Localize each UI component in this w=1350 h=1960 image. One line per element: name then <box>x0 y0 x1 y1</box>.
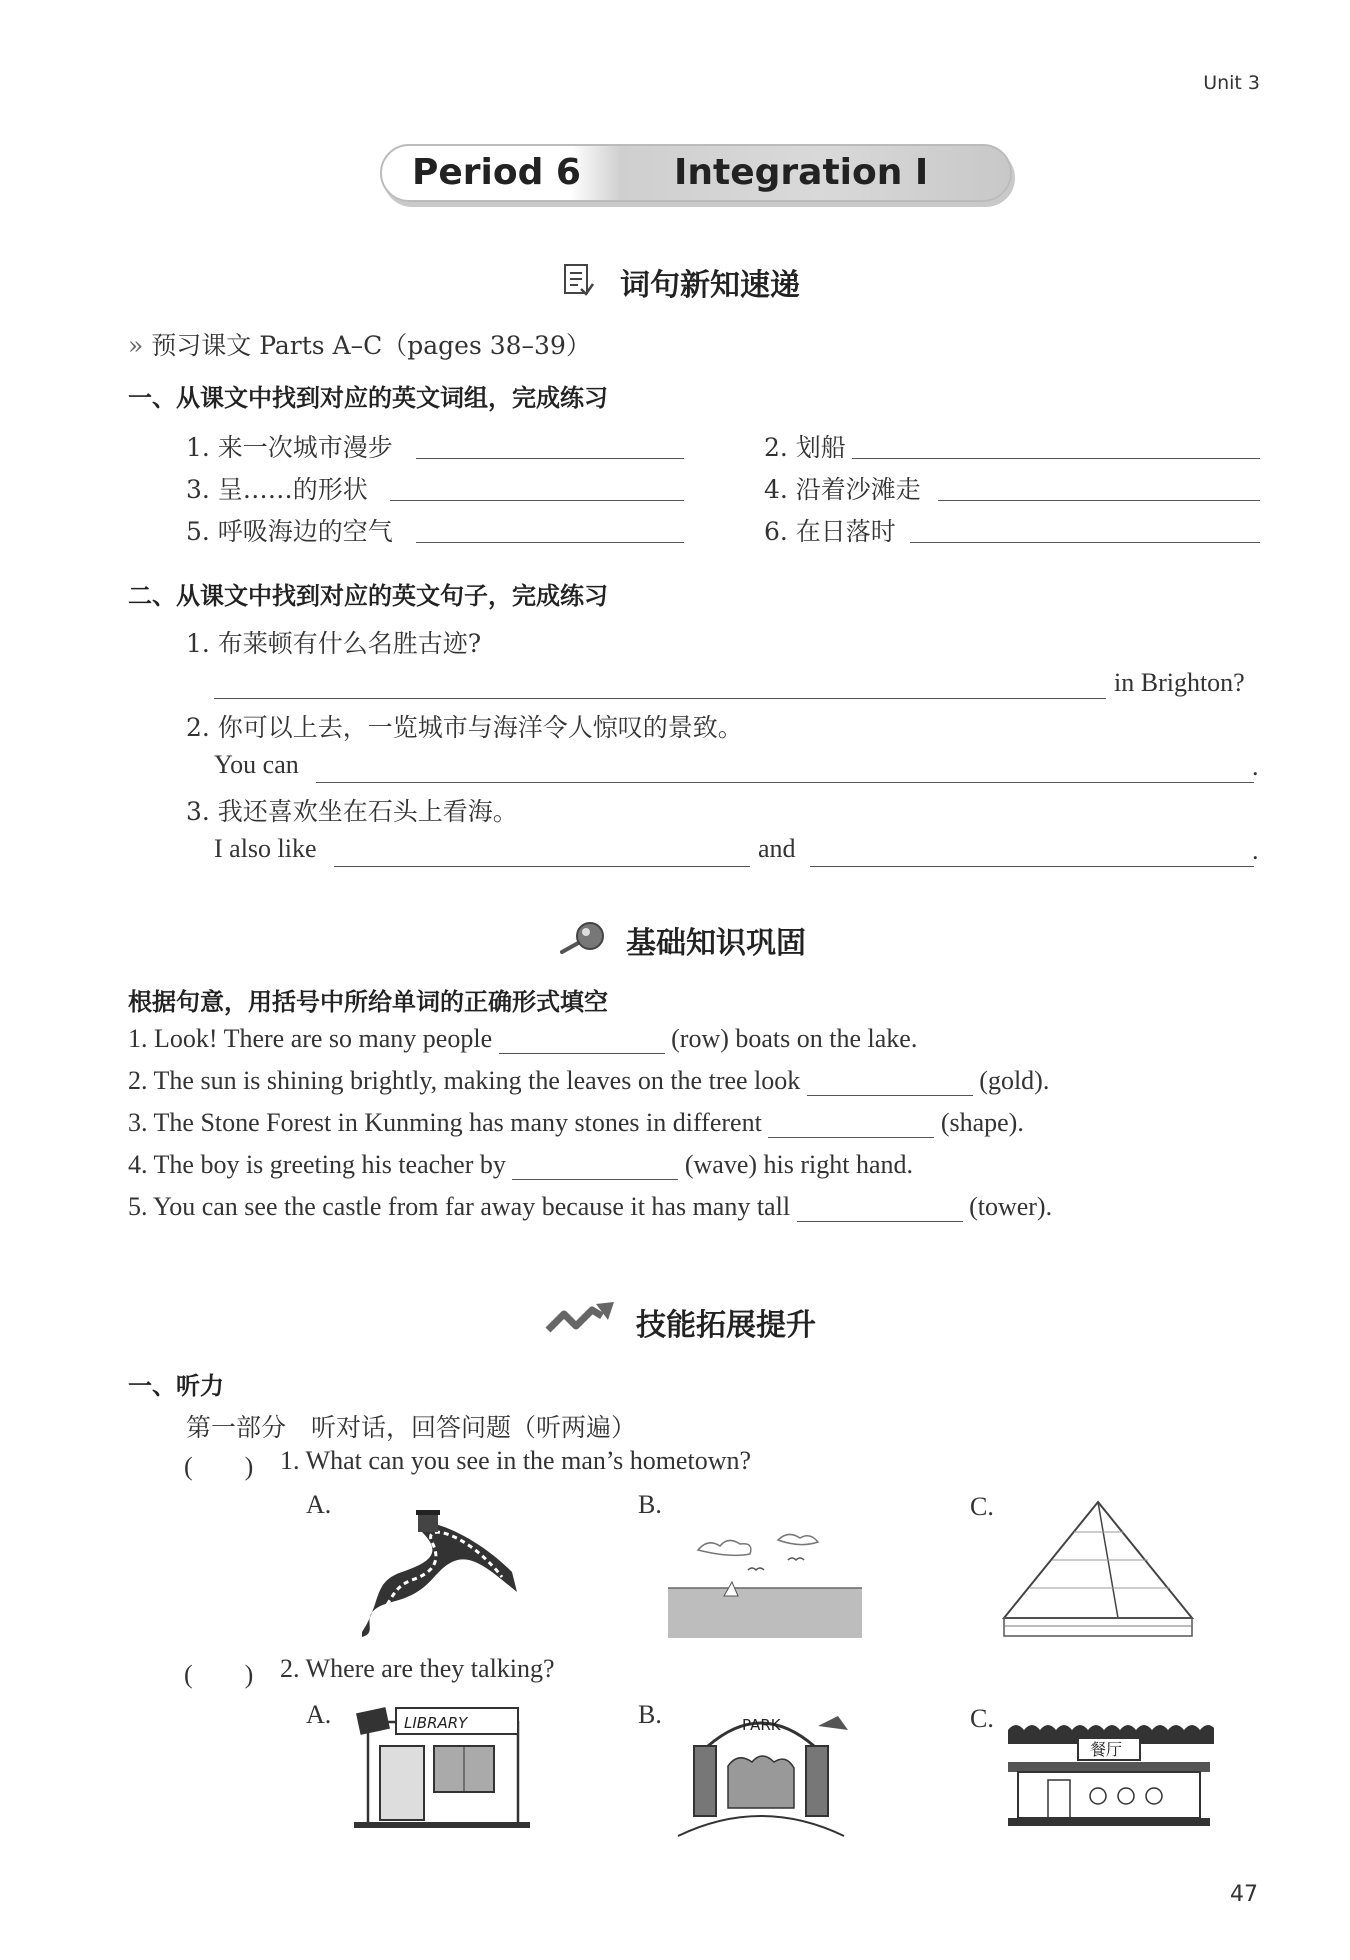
fill-item-text: 2. The sun is shining brightly, making the leaves on the tree look <box>128 1066 801 1095</box>
answer-blank[interactable] <box>512 1151 678 1180</box>
lesson-title: Integration I <box>674 152 929 193</box>
fill-item-hint: (gold). <box>979 1066 1050 1095</box>
fill-item-5 <box>128 1192 1052 1222</box>
phrase-item-6: 6. 在日落时 <box>764 517 896 546</box>
fill-item-hint: (tower). <box>969 1192 1053 1221</box>
listening-heading: 一、听力 <box>128 1372 224 1400</box>
phrase-item-4: 4. 沿着沙滩走 <box>764 475 921 504</box>
library-sign: LIBRARY <box>404 1714 468 1732</box>
q3-mid: and <box>758 834 796 863</box>
listening-sub: 第一部分 听对话，回答问题（听两遍） <box>186 1413 637 1442</box>
preview-note <box>128 326 591 362</box>
option-label: B. <box>638 1700 662 1729</box>
sentence-q1: 1. 布莱顿有什么名胜古迹? <box>186 629 482 658</box>
part2-heading: 二、从课文中找到对应的英文句子，完成练习 <box>128 582 608 610</box>
preview-text: 预习课文 Parts A–C（pages 38–39） <box>151 331 591 360</box>
page-number: 47 <box>1230 1882 1258 1907</box>
q2-end: . <box>1252 752 1259 781</box>
q3-lead: I also like <box>214 834 317 863</box>
restaurant-sign: 餐厅 <box>1090 1740 1123 1759</box>
trend-up-icon <box>544 1300 616 1340</box>
phrase-item-3: 3. 呈……的形状 <box>186 475 368 504</box>
q1-tail: in Brighton? <box>1114 668 1245 697</box>
sea-image[interactable] <box>668 1500 862 1644</box>
section-title-skills: 技能拓展提升 <box>636 1308 816 1343</box>
option-label: C. <box>970 1492 994 1521</box>
answer-blank[interactable] <box>807 1067 973 1096</box>
notes-icon <box>562 262 596 302</box>
answer-blank[interactable] <box>797 1193 963 1222</box>
phrase-item-2: 2. 划船 <box>764 433 846 462</box>
restaurant-image[interactable] <box>1004 1710 1214 1834</box>
fill-item-2 <box>128 1066 1049 1096</box>
answer-blank[interactable] <box>499 1025 665 1054</box>
fill-item-text: 4. The boy is greeting his teacher by <box>128 1150 506 1179</box>
answer-blank[interactable] <box>768 1109 934 1138</box>
phrase-item-5: 5. 呼吸海边的空气 <box>186 517 393 546</box>
listening-q1: 1. What can you see in the man’s hometown? <box>280 1446 752 1475</box>
basics-instruction: 根据句意，用括号中所给单词的正确形式填空 <box>128 988 608 1016</box>
answer-blank[interactable] <box>416 542 684 543</box>
option-label: A. <box>306 1700 332 1729</box>
double-chevron-icon: » <box>128 331 144 360</box>
sentence-q2: 2. 你可以上去，一览城市与海洋令人惊叹的景致。 <box>186 713 743 742</box>
answer-paren[interactable]: ( ) <box>184 1660 254 1689</box>
fill-item-hint: (row) boats on the lake. <box>671 1024 918 1053</box>
fill-item-text: 5. You can see the castle from far away because it has many tall <box>128 1192 791 1221</box>
fill-item-hint: (wave) his right hand. <box>684 1150 914 1179</box>
period-banner <box>380 144 1012 202</box>
fill-item-text: 3. The Stone Forest in Kunming has many stones in different <box>128 1108 762 1137</box>
answer-blank[interactable] <box>334 866 750 867</box>
fill-item-1 <box>128 1024 917 1054</box>
fill-item-hint: (shape). <box>940 1108 1024 1137</box>
sentence-q3: 3. 我还喜欢坐在石头上看海。 <box>186 797 518 826</box>
magnifier-icon <box>558 918 608 960</box>
answer-blank[interactable] <box>852 458 1260 459</box>
answer-blank[interactable] <box>810 866 1254 867</box>
option-label: B. <box>638 1490 662 1519</box>
listening-q2: 2. Where are they talking? <box>280 1654 555 1683</box>
fill-item-3 <box>128 1108 1024 1138</box>
park-image[interactable] <box>668 1706 854 1846</box>
pyramid-image[interactable] <box>1000 1498 1196 1648</box>
great-wall-image[interactable] <box>352 1492 524 1646</box>
part1-heading: 一、从课文中找到对应的英文词组，完成练习 <box>128 384 608 412</box>
library-image[interactable] <box>354 1706 530 1840</box>
unit-label: Unit 3 <box>1203 72 1260 94</box>
fill-item-4 <box>128 1150 913 1180</box>
answer-blank[interactable] <box>214 698 1106 699</box>
option-label: C. <box>970 1704 994 1733</box>
q2-lead: You can <box>214 750 299 779</box>
park-sign: PARK <box>742 1716 781 1734</box>
answer-blank[interactable] <box>316 782 1254 783</box>
fill-item-text: 1. Look! There are so many people <box>128 1024 493 1053</box>
answer-blank[interactable] <box>910 542 1260 543</box>
phrase-item-1: 1. 来一次城市漫步 <box>186 433 393 462</box>
answer-blank[interactable] <box>390 500 684 501</box>
section-title-vocab: 词句新知速递 <box>620 268 800 303</box>
q3-end: . <box>1252 836 1259 865</box>
section-title-basics: 基础知识巩固 <box>626 926 806 961</box>
answer-paren[interactable]: ( ) <box>184 1452 254 1481</box>
period-label: Period 6 <box>412 152 581 193</box>
answer-blank[interactable] <box>938 500 1260 501</box>
option-label: A. <box>306 1490 332 1519</box>
answer-blank[interactable] <box>416 458 684 459</box>
